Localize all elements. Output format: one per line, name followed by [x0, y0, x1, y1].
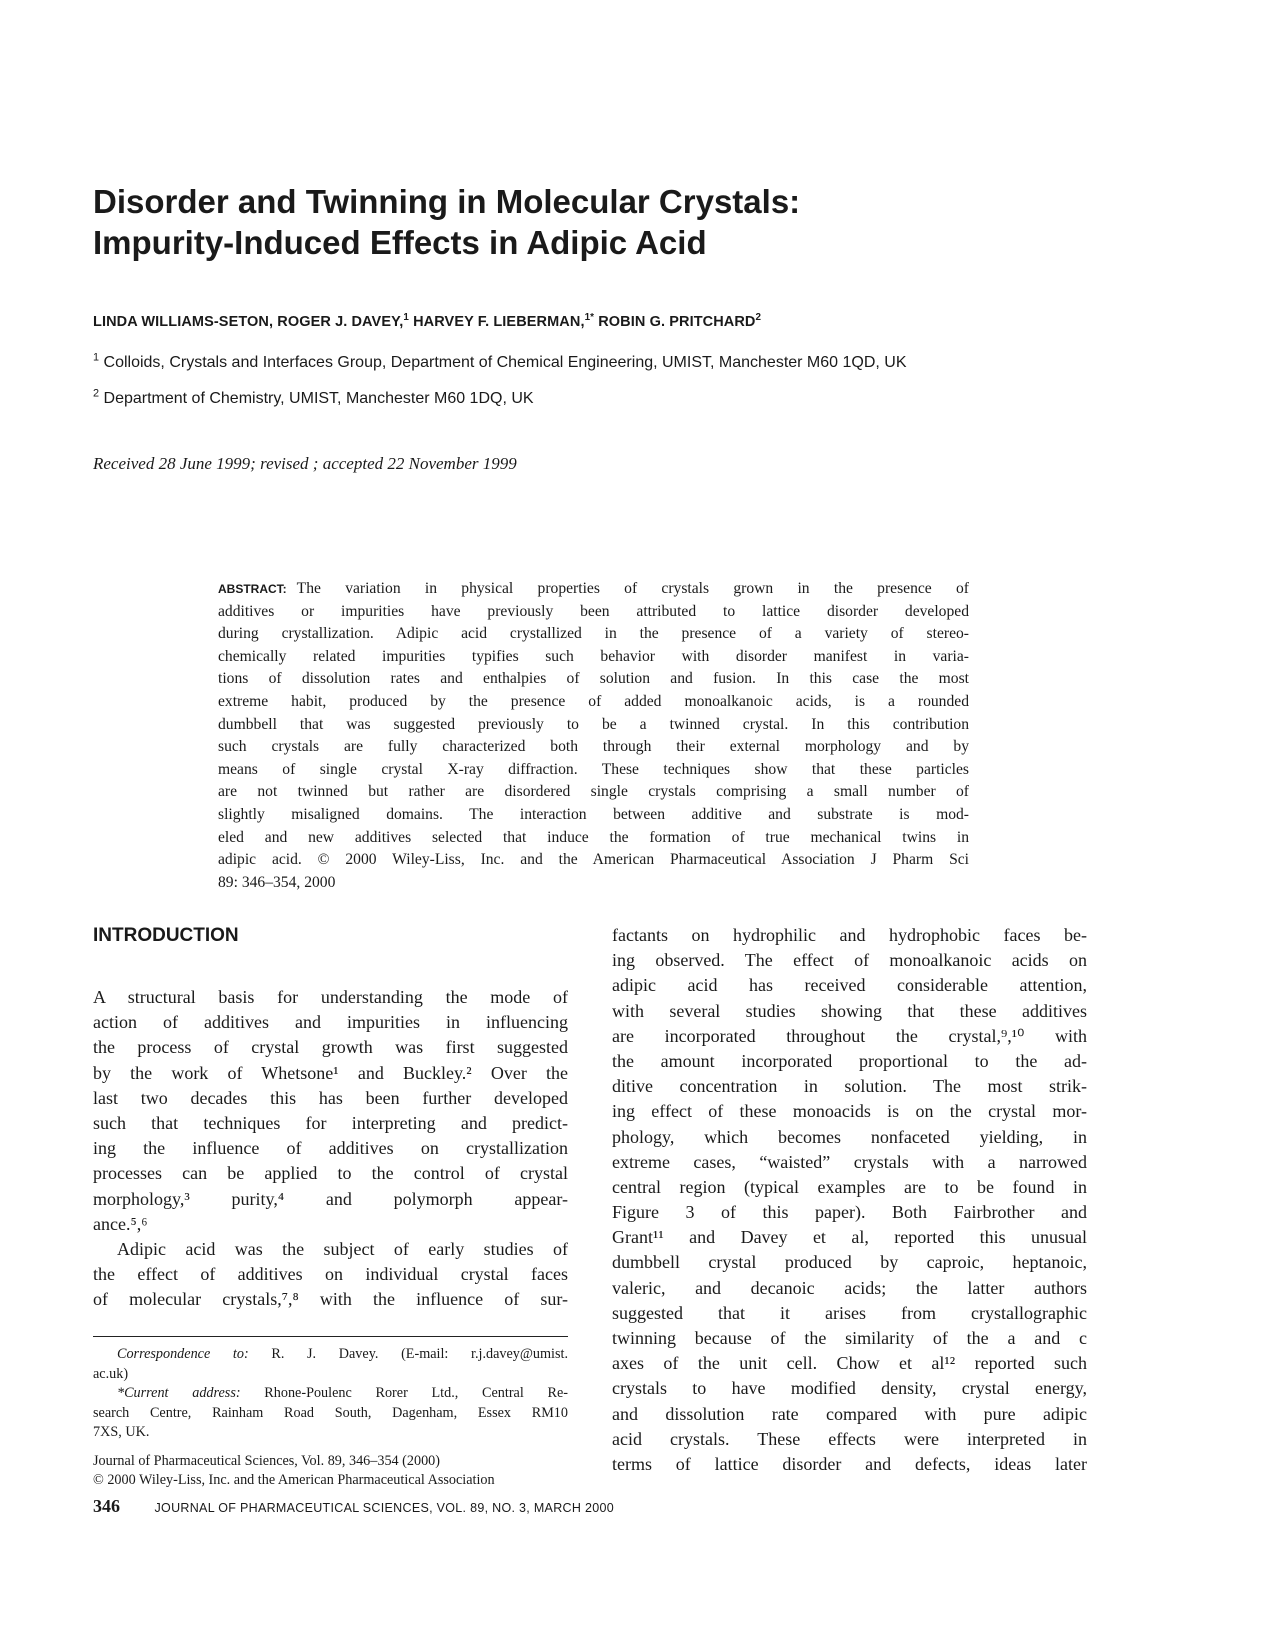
abstract-line: are not twinned but rather are disordered single crystals comprising a small number of: [218, 783, 969, 801]
affiliation-mark: 2: [93, 387, 100, 400]
abstract-line: extreme habit, produced by the presence of added monoalkanoic acids, is a rounded: [218, 692, 969, 710]
title-line-2: Impurity-Induced Effects in Adipic Acid: [93, 224, 707, 261]
abstract-line: eled and new additives selected that induce the formation of true mechanical twins in: [218, 828, 969, 846]
section-heading-introduction: INTRODUCTION: [93, 925, 239, 946]
body-line: action of additives and impurities in influencing: [93, 1012, 568, 1033]
body-line: valeric, and decanoic acids; the latter authors: [612, 1277, 1087, 1298]
body-line: processes can be applied to the control of crystal: [93, 1163, 568, 1184]
body-line: ing the influence of additives on crystallization: [93, 1138, 568, 1159]
body-line: such that techniques for interpreting and predict-: [93, 1112, 568, 1133]
author-list: [93, 314, 1193, 330]
author-name: ROBIN G. PRITCHARD: [598, 314, 756, 330]
author-affiliation-mark: 1: [403, 312, 409, 324]
body-line: A structural basis for understanding the mode of: [93, 987, 568, 1007]
footnote-text: ac.uk): [93, 1365, 129, 1382]
body-line: central region (typical examples are to be found in: [612, 1176, 1087, 1197]
author-name: ROGER J. DAVEY,: [277, 314, 404, 330]
body-line: by the work of Whetsone¹ and Buckley.² Over the: [93, 1062, 568, 1083]
journal-citation: Journal of Pharmaceutical Sciences, Vol. 89, 346–354 (2000): [93, 1452, 440, 1469]
author-name: HARVEY F. LIEBERMAN,: [413, 314, 585, 330]
abstract-line: such crystals are fully characterized both through their external morphology and by: [218, 738, 969, 756]
footnote-text: 7XS, UK.: [93, 1424, 150, 1440]
footnote-text: Rhone-Poulenc Rorer Ltd., Central Re-: [264, 1385, 568, 1401]
abstract-line: chemically related impurities typifies such behavior with disorder manifest in varia-: [218, 647, 969, 665]
left-column: [93, 985, 568, 1312]
abstract-line: The variation in physical properties of crystals grown in the presence of: [296, 580, 969, 597]
footnotes: [93, 1345, 568, 1491]
body-line: the process of crystal growth was first suggested: [93, 1037, 568, 1058]
right-column: [612, 923, 1087, 1477]
abstract-line: additives or impurities have previously been attributed to lattice disorder developed: [218, 602, 969, 620]
affiliation-mark: 1: [93, 351, 100, 364]
body-line: are incorporated throughout the crystal,⁹,¹⁰ with: [612, 1025, 1087, 1046]
affiliation-2: [93, 387, 1213, 408]
footnote-text: search Centre, Rainham Road South, Dagenham, Essex RM10: [93, 1404, 568, 1421]
footnote-text: R. J. Davey. (E-mail: r.j.davey@umist.: [271, 1346, 568, 1362]
running-footer-journal: JOURNAL OF PHARMACEUTICAL SCIENCES, VOL. 89, NO. 3, MARCH 2000: [154, 1501, 614, 1515]
received-dates: Received 28 June 1999; revised ; accepted 22 November 1999: [93, 454, 517, 473]
body-line: last two decades this has been further developed: [93, 1087, 568, 1108]
abstract-line: during crystallization. Adipic acid crystallized in the presence of a variety of stereo-: [218, 625, 969, 643]
footnote-correspondence: [93, 1345, 568, 1365]
body-line: morphology,³ purity,⁴ and polymorph appear-: [93, 1188, 568, 1209]
footnote-address: [93, 1384, 568, 1404]
body-line: Adipic acid was the subject of early studies of: [117, 1238, 568, 1259]
body-line: phology, which becomes nonfaceted yielding, in: [612, 1126, 1087, 1147]
footnote-label: *Current address:: [117, 1385, 241, 1401]
body-line: ing observed. The effect of monoalkanoic acids on: [612, 950, 1087, 971]
affiliation-text: Department of Chemistry, UMIST, Manchester M60 1DQ, UK: [103, 390, 534, 407]
title-line-1: Disorder and Twinning in Molecular Crystals:: [93, 183, 801, 220]
body-line: with several studies showing that these additives: [612, 1000, 1087, 1021]
body-line: the effect of additives on individual crystal faces: [93, 1264, 568, 1285]
abstract-line: dumbbell that was suggested previously to be a twinned crystal. In this contribution: [218, 715, 969, 733]
affiliation-text: Colloids, Crystals and Interfaces Group, Department of Chemical Engineering, UMIST, Manchester M60 1QD, UK: [103, 354, 907, 371]
page-footer: [93, 1496, 614, 1517]
abstract-line: tions of dissolution rates and enthalpies of solution and fusion. In this case the most: [218, 670, 969, 688]
affiliation-1: [93, 351, 1213, 372]
body-line: Grant¹¹ and Davey et al, reported this unusual: [612, 1227, 1087, 1248]
abstract-line: slightly misaligned domains. The interaction between additive and substrate is mod-: [218, 805, 969, 823]
page-number: 346: [93, 1496, 120, 1516]
body-line: the amount incorporated proportional to the ad-: [612, 1050, 1087, 1071]
body-line: suggested that it arises from crystallographic: [612, 1302, 1087, 1323]
body-line: ditive concentration in solution. The most strik-: [612, 1076, 1087, 1097]
footnote-divider: [93, 1336, 568, 1337]
author-affiliation-mark: 2: [755, 312, 762, 324]
footnote-label: Correspondence to:: [117, 1346, 249, 1362]
author-name: LINDA WILLIAMS-SETON,: [93, 314, 274, 330]
body-line: extreme cases, “waisted” crystals with a narrowed: [612, 1151, 1087, 1172]
abstract-line: means of single crystal X-ray diffraction. These techniques show that these particles: [218, 760, 969, 778]
body-line: twinning because of the similarity of the a and c: [612, 1328, 1087, 1348]
body-line: Figure 3 of this paper). Both Fairbrother and: [612, 1202, 1087, 1223]
body-line: and dissolution rate compared with pure adipic: [612, 1403, 1087, 1424]
abstract-label: ABSTRACT:: [218, 582, 287, 596]
body-line: dumbbell crystal produced by caproic, heptanoic,: [612, 1252, 1087, 1273]
abstract-line: adipic acid. © 2000 Wiley-Liss, Inc. and the American Pharmaceutical Association J Pharm Sci: [218, 851, 969, 869]
body-line: terms of lattice disorder and defects, ideas later: [612, 1453, 1087, 1474]
article-title: [93, 181, 1093, 263]
body-line: of molecular crystals,⁷,⁸ with the influence of sur-: [93, 1289, 568, 1310]
body-line: ance.⁵,⁶: [93, 1213, 148, 1234]
body-line: adipic acid has received considerable attention,: [612, 975, 1087, 996]
body-line: acid crystals. These effects were interpreted in: [612, 1428, 1087, 1449]
abstract-line: 89: 346–354, 2000: [218, 873, 336, 891]
body-line: ing effect of these monoacids is on the crystal mor-: [612, 1101, 1087, 1122]
author-affiliation-mark: 1*: [584, 312, 595, 324]
copyright-notice: © 2000 Wiley-Liss, Inc. and the American Pharmaceutical Association: [93, 1472, 495, 1488]
body-line: axes of the unit cell. Chow et al¹² reported such: [612, 1353, 1087, 1374]
abstract: [218, 578, 969, 894]
body-line: factants on hydrophilic and hydrophobic faces be-: [612, 925, 1087, 945]
body-line: crystals to have modified density, crystal energy,: [612, 1378, 1087, 1399]
